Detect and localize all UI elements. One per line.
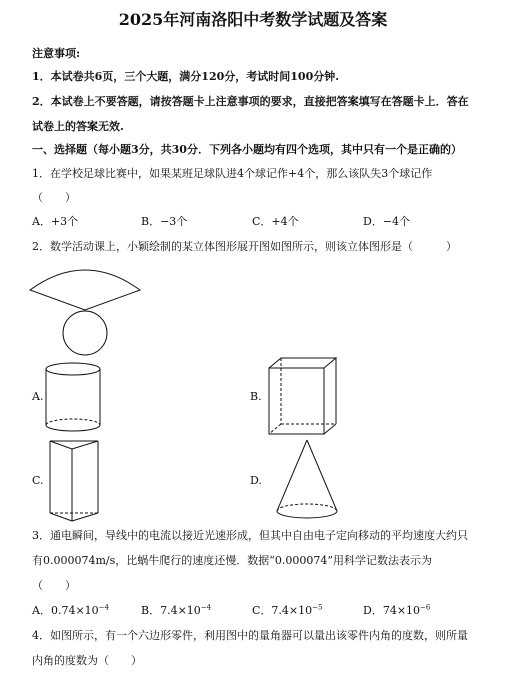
q2-option-a: A. <box>32 390 44 403</box>
q2-option-d: D. <box>250 474 262 487</box>
net-circle <box>63 311 107 355</box>
notice-item-2b: 试卷上的答案无效. <box>32 120 124 133</box>
q3-option-d: D．$74\times 10^{-6}$ <box>363 603 431 617</box>
section-heading: 一、选择题（每小题3分，共30分．下列各小题均有四个选项，其中只有一个是正确的） <box>32 143 462 156</box>
q3-blank: （ ） <box>32 579 76 592</box>
page-title: 2025年河南洛阳中考数学试题及答案 <box>118 10 388 29</box>
cuboid-figure <box>266 356 346 438</box>
net-figure <box>25 258 145 358</box>
q3-option-b: B．$7.4\times 10^{-4}$ <box>141 603 212 617</box>
prism-figure <box>46 437 106 523</box>
q2-option-b: B. <box>250 390 262 403</box>
q1-stem: 1．在学校足球比赛中，如果某班足球队进4个球记作+4个，那么该队失3个球记作 <box>32 167 433 180</box>
notice-item-2a: 2．本试卷上不要答题，请按答题卡上注意事项的要求，直接把答案填写在答题卡上．答在 <box>32 95 469 108</box>
q2-stem: 2．数学活动课上，小颖绘制的某立体图形展开图如图所示，则该立体图形是（ ） <box>32 240 457 253</box>
q3-line-1: 3．通电瞬间，导线中的电流以接近光速形成，但其中自由电子定向移动的平均速度大约只 <box>32 529 468 542</box>
q1-option-d: D．−4个 <box>363 215 411 228</box>
q1-option-b: B．−3个 <box>141 215 188 228</box>
notice-item-1: 1．本试卷共6页，三个大题，满分120分，考试时间100分钟. <box>32 70 340 83</box>
q1-option-c: C．+4个 <box>252 215 299 228</box>
net-sector <box>30 270 140 310</box>
q1-blank: （ ） <box>32 191 76 204</box>
q3-line-2: 有0.000074m/s，比蜗牛爬行的速度还慢．数据“0.000074”用科学记数法表示为 <box>32 554 432 567</box>
q3-option-c: C．$7.4\times 10^{-5}$ <box>252 603 323 617</box>
notice-heading: 注意事项: <box>32 47 81 60</box>
q3-option-a: A．$0.74\times 10^{-4}$ <box>32 603 109 617</box>
cone-figure <box>272 437 342 523</box>
q2-option-c: C. <box>32 474 44 487</box>
q1-option-a: A．+3个 <box>32 215 79 228</box>
cylinder-figure <box>40 360 110 436</box>
q4-line-1: 4．如图所示，有一个六边形零件，利用图中的量角器可以量出该零件内角的度数，则所量 <box>32 629 468 642</box>
q4-line-2: 内角的度数为（ ） <box>32 654 142 667</box>
